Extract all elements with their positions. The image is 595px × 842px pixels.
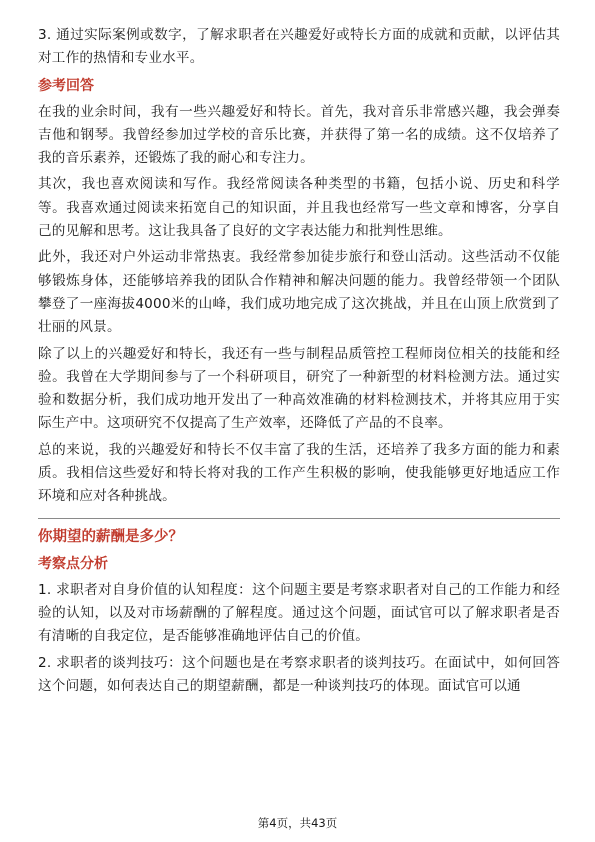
answer-paragraph: 在我的业余时间，我有一些兴趣爱好和特长。首先，我对音乐非常感兴趣，我会弹奏吉他和钢琴。我曾经参加过学校的音乐比赛，并获得了第一名的成绩。这不仅培养了我的音乐素养，还锻炼了我的耐心和专注力。 <box>38 103 560 167</box>
section-divider <box>38 518 560 519</box>
analysis-point: 2. 求职者的谈判技巧：这个问题也是在考察求职者的谈判技巧。在面试中，如何回答这个问题，如何表达自己的期望薪酬，都是一种谈判技巧的体现。面试官可以通 <box>38 654 560 694</box>
evaluation-point-3: 3. 通过实际案例或数字，了解求职者在兴趣爱好或特长方面的成就和贡献，以评估其对工作的热情和专业水平。 <box>38 27 560 67</box>
answer-paragraph: 此外，我还对户外运动非常热衷。我经常参加徒步旅行和登山活动。这些活动不仅能够锻炼身体，还能够培养我的团队合作精神和解决问题的能力。我曾经带领一个团队攀登了一座海拔4000米的山峰，我们成功地完成了这次挑战，并且在山顶上欣赏到了壮丽的风景。 <box>38 249 560 336</box>
analysis-point: 1. 求职者对自身价值的认知程度：这个问题主要是考察求职者对自己的工作能力和经验的认知，以及对市场薪酬的了解程度。通过这个问题，面试官可以了解求职者是否有清晰的自我定位，是否能够准确地评估自己的价值。 <box>38 581 560 645</box>
answer-paragraph: 其次，我也喜欢阅读和写作。我经常阅读各种类型的书籍，包括小说、历史和科学等。我喜欢通过阅读来拓宽自己的知识面，并且我也经常写一些文章和博客，分享自己的见解和思考。这让我具备了良好的文字表达能力和批判性思维。 <box>38 176 560 240</box>
analysis-heading: 考察点分析 <box>38 555 108 572</box>
reference-answer-heading: 参考回答 <box>38 77 94 94</box>
answer-paragraph: 除了以上的兴趣爱好和特长，我还有一些与制程品质管控工程师岗位相关的技能和经验。我曾在大学期间参与了一个科研项目，研究了一种新型的材料检测方法。通过实验和数据分析，我们成功地开发出了一种高效准确的材料检测技术，并将其应用于实际生产中。这项研究不仅提高了生产效率，还降低了产品的不良率。 <box>38 345 560 432</box>
page-content <box>38 24 560 701</box>
answer-paragraph: 总的来说，我的兴趣爱好和特长不仅丰富了我的生活，还培养了我多方面的能力和素质。我相信这些爱好和特长将对我的工作产生积极的影响，使我能够更好地适应工作环境和应对各种挑战。 <box>38 441 560 505</box>
interview-question: 你期望的薪酬是多少？ <box>38 528 183 545</box>
page-number-footer: 第4页，共43页 <box>257 816 338 830</box>
